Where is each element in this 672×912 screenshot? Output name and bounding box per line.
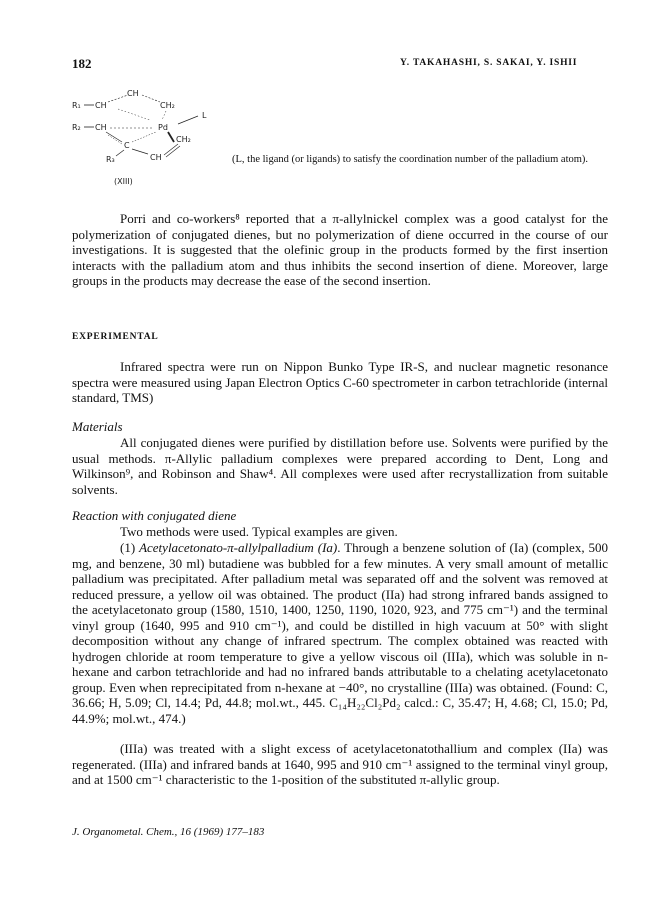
paragraph-methods: Two methods were used. Typical examples are given. (120, 524, 398, 539)
paragraph-regeneration: (IIIa) was treated with a slight excess of acetylacetonatothallium and complex (IIa) was regenerated. (IIIa) and infrared bands at 1640, 995 and 910 cm⁻¹ assigned to the terminal vinyl group, and at 1500 cm⁻¹ characteristic to the 1-position of the substituted π-allylic group. (72, 741, 608, 787)
paragraph-spectra: Infrared spectra were run on Nippon Bunko Type IR-S, and nuclear magnetic resonance spectra were measured using Japan Electron Optics C-60 spectrometer in carbon tetrachloride (internal standard, TMS) (72, 359, 608, 405)
structure-xiii-diagram (70, 86, 230, 190)
paragraph-materials: All conjugated dienes were purified by distillation before use. Solvents were purified by the usual methods. π-Allylic palladium complexes were prepared according to Dent, Long and Wilkinson⁹, and Robinson and Shaw⁴. All complexes were used after recrystallization from suitable solvents. (72, 435, 608, 497)
label-ch-mid: CH (95, 123, 107, 132)
method-1-compound-label: (Ia) (313, 540, 338, 555)
label-ch-left: CH (95, 101, 107, 110)
journal-footer: J. Organometal. Chem., 16 (1969) 177–183 (72, 826, 265, 838)
label-r1: R₁ (72, 101, 81, 110)
method-1-compound-title: Acetylacetonato-π-allylpalladium (139, 540, 314, 555)
label-r3: R₃ (106, 155, 115, 164)
label-ch-top: CH (127, 89, 139, 98)
label-pd: Pd (158, 123, 168, 132)
compound-label-xiii: (XIII) (114, 177, 133, 186)
experimental-heading: EXPERIMENTAL (72, 332, 159, 342)
label-c: C (124, 141, 130, 150)
paragraph-method-1 (72, 540, 608, 726)
label-ch2-right: CH₂ (176, 135, 191, 144)
page-number: 182 (72, 56, 92, 71)
label-l: L (202, 111, 207, 120)
label-r2: R₂ (72, 123, 81, 132)
running-header-authors: Y. TAKAHASHI, S. SAKAI, Y. ISHII (400, 58, 578, 68)
structure-caption: (L, the ligand (or ligands) to satisfy the coordination number of the palladium atom). (232, 154, 589, 165)
label-ch2-top: CH₂ (160, 101, 175, 110)
paragraph-porri: Porri and co-workers⁸ reported that a π-allylnickel complex was a good catalyst for the polymerization of conjugated dienes, but no polymerization of diene occurred in the course of our investigations. It is suggested that the olefinic group in the products formed by the first insertion interacts with the palladium atom and thus inhibits the second insertion of diene. Moreover, large groups in the products may decrease the ease of the second insertion. (72, 211, 608, 288)
materials-heading: Materials (72, 419, 123, 434)
method-1-body: . Through a benzene solution of (Ia) (complex, 500 mg, and benzene, 30 ml) butadiene was bubbled for a few minutes. A very small amount of metallic palladium was precipitated. After palladium metal was separated off and the solvent was removed at reduced pressure, a yellow oil was obtained. The product (IIa) had strong infrared bands assigned to the acetylacetonato group (1580, 1510, 1400, 1250, 1190, 1020, 923, and 775 cm⁻¹) and the terminal vinyl group (1640, 995 and 910 cm⁻¹), and could be distilled in high vacuum at 50° with slight decomposition without any change of infrared spectrum. The complex obtained was reacted with hydrogen chloride at room temperature to give a yellow viscous oil (IIIa), which was soluble in n-hexane and carbon tetrachloride and had no infrared bands attributable to a chelating acetylacetonato group. Even when reprecipitated from n-hexane at −40°, no crystalline (IIIa) was obtained. (Found: C, 36.66; H, 5.09; Cl, 14.4; Pd, 44.8; mol.wt., 445. C₁₄H₂₂Cl₂Pd₂ calcd.: C, 35.47; H, 4.68; Cl, 15.0; Pd, 44.9%; mol.wt., 474.) (72, 540, 608, 726)
label-ch-low: CH (150, 153, 162, 162)
method-1-prefix: (1) (120, 540, 140, 555)
reaction-heading: Reaction with conjugated diene (72, 508, 237, 523)
